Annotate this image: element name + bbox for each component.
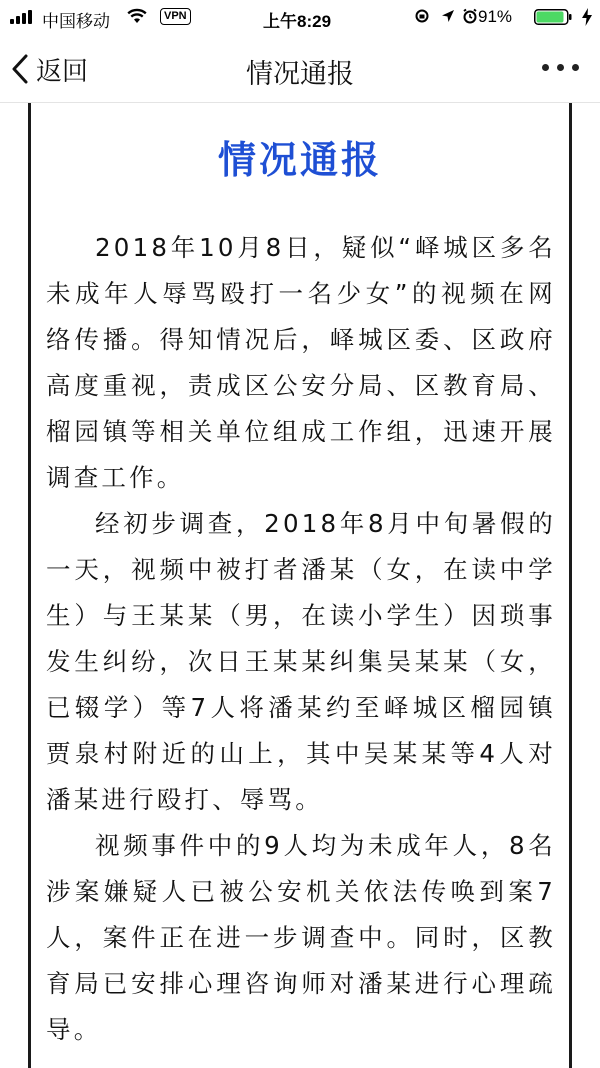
- clock: 上午8:29: [263, 12, 332, 31]
- battery-percent: 91%: [478, 7, 513, 26]
- location-arrow-icon: [440, 8, 456, 24]
- orientation-lock-icon: [414, 8, 430, 24]
- paragraph: 经初步调查，2018年8月中旬暑假的一天，视频中被打者潘某（女，在读中学生）与王某某（男，在读小学生）因琐事发生纠纷，次日王某某纠集吴某某（女，已辍学）等7人将潘某约至峄城区榴园镇贾泉村附近的山上，其中吴某某等4人对潘某进行殴打、辱骂。: [46, 509, 556, 814]
- vpn-badge: VPN: [160, 8, 191, 25]
- document-view[interactable]: [0, 103, 600, 1068]
- document-border-right: [569, 103, 572, 1068]
- back-label: 返回: [36, 56, 89, 87]
- more-options-button[interactable]: [542, 64, 580, 74]
- document-body: [46, 225, 556, 1053]
- document-title: 情况通报: [217, 138, 382, 182]
- charging-bolt-icon: [582, 8, 592, 26]
- paragraph: 2018年10月8日，疑似“峄城区多名未成年人辱骂殴打一名少女”的视频在网络传播。得知情况后，峄城区委、区政府高度重视，责成区公安分局、区教育局、榴园镇等相关单位组成工作组，迅速开展调查工作。: [46, 233, 556, 492]
- battery-icon: [534, 9, 572, 25]
- alarm-icon: [462, 8, 478, 24]
- status-bar: [0, 0, 600, 36]
- nav-bar: [0, 36, 600, 103]
- document-border-left: [28, 103, 31, 1068]
- carrier-name: 中国移动: [42, 12, 110, 31]
- paragraph: 视频事件中的9人均为未成年人，8名涉案嫌疑人已被公安机关依法传唤到案7人，案件正在进一步调查中。同时，区教育局已安排心理咨询师对潘某进行心理疏导。: [46, 831, 556, 1044]
- cellular-signal-icon: [10, 10, 36, 24]
- wifi-icon: [126, 7, 148, 25]
- page-title: 情况通报: [246, 59, 354, 90]
